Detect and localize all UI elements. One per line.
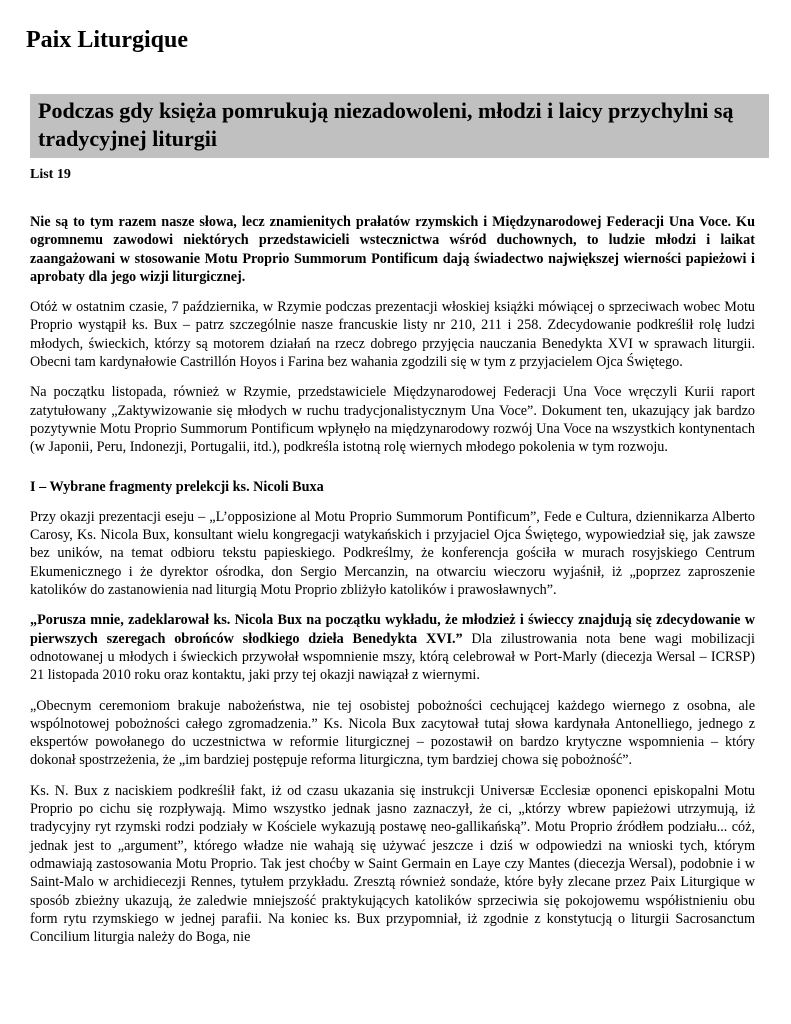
bux-quote: „Porusza mnie, zadeklarował ks. Nicola Bux na początku wykładu, że młodzież i świeccy znajdują się zdecydowanie w pierwszych szeregach obrońców słodkiego dzieła Benedykta XVI.” (30, 612, 755, 647)
body-paragraph-1: Otóż w ostatnim czasie, 7 października, w Rzymie podczas prezentacji włoskiej książki mówiącej o sprzeciwach wobec Motu Proprio wystąpił ks. Bux – patrz szczególnie nasze francuskie listy nr 210, 211 i 258. Zdecydowanie podkreślił rolę ludzi młodych, świeckich, którzy są motorem działań na rzecz dobrego przyjęcia nauczania Benedykta XVI w sprawach liturgii. Obecni tam kardynałowie Castrillón Hoyos i Farina bez wahania zgodzili się w tym z przyjacielem Ojca Świętego. (30, 299, 755, 371)
lead-paragraph: Nie są to tym razem nasze słowa, lecz znamienitych prałatów rzymskich i Międzynarodowej Federacji Una Voce. Ku ogromnemu zawodowi niektórych przedstawicieli wstecznictwa wśród duchownych, to ludzie młodzi i laikat zaangażowani w stosowanie Motu Proprio Summorum Pontificum dają świadectwo największej wierności papieżowi i aprobaty dla jego wizji liturgicznej. (30, 214, 755, 285)
article-headline: Podczas gdy księża pomrukują niezadowoleni, młodzi i laicy przychylni są tradycyjnej liturgii (38, 98, 734, 151)
body-paragraph-3: Przy okazji prezentacji eseju – „L’opposizione al Motu Proprio Summorum Pontificum”, Fede e Cultura, dziennikarza Alberto Carosy, Ks. Nicola Bux, konsultant wielu kongregacji watykańskich i przyjaciel Ojca Świętego, wypowiedział się, jak zawsze bez uników, na temat odbioru tekstu papieskiego. Podkreślmy, że konferencja gościła w murach rosyjskiego Centrum Ekumenicznego i że dyrektor ośrodka, don Sergio Mercanzin, na otwarciu wieczoru wyjaśnił, iż „poprzez zaproszenie katolików do zastanowienia nad liturgią Motu Proprio zbliżyło katolików i prawosławnych”. (30, 508, 755, 599)
body-paragraph-2: Na początku listopada, również w Rzymie, przedstawiciele Międzynarodowej Federacji Una Voce wręczyli Kurii raport zatytułowany „Zaktywizowanie się młodych w ruchu tradycjonalistycznym Una Voce”. Dokument ten, ukazujący jak bardzo pozytywnie Motu Proprio Summorum Pontificum wpłynęło na międzynarodowy rozwój Una Voce na wszystkich kontynentach (w Japonii, Peru, Indonezji, Portugalii, itd.), podkreśla istotną rolę wiernych młodego pokolenia w tym rozwoju. (30, 384, 755, 456)
article-body (30, 213, 755, 946)
body-paragraph-5: „Obecnym ceremoniom brakuje nabożeństwa, nie tej osobistej pobożności cechującej każdego wiernego z osobna, ale wspólnotowej pobożności całego zgromadzenia.” Ks. Nicola Bux zacytował tutaj słowa kardynała Antonelliego, jednego z ekspertów powołanego do uczestnictwa w reformie liturgicznej – pozostawił on bardzo krytyczne wspomnienia – który dokonał spostrzeżenia, że „im bardziej postępuje reforma liturgiczna, tym bardziej chowa się pobożność”. (30, 697, 755, 769)
list-number: List 19 (30, 167, 71, 182)
body-paragraph-4 (30, 611, 755, 684)
site-title: Paix Liturgique (26, 27, 189, 53)
section-title-1: I – Wybrane fragmenty prelekcji ks. Nicoli Buxa (30, 478, 324, 495)
body-paragraph-4-text: Dla zilustrowania nota bene wagi mobilizacji odnotowanej u młodych i świeckich przywołał wspomnienie mszy, którą celebrował w Port-Marly (diecezja Wersal – ICRSP) 21 listopada 2010 roku oraz kontaktu, jaki przy tej okazji nawiązał z wiernymi. (30, 630, 756, 684)
body-paragraph-6: Ks. N. Bux z naciskiem podkreślił fakt, iż od czasu ukazania się instrukcji Universæ Ecclesiæ oponenci episkopalni Motu Proprio po cichu się rozpływają. Mimo wszystko jednak jasno zaznaczył, że ci, „którzy wbrew papieżowi utrzymują, iż tradycyjny ryt rzymski rodzi podziały w Kościele wykazują postawę neo-gallikańską”. Motu Proprio źródłem podziału... cóż, jednak jest to „argument”, którego władze nie wahają się używać jeszcze i dziś w odpowiedzi na wnioski tych, którym odmawiają zastosowania Motu Proprio. Tak jest choćby w Saint Germain en Laye czy Mantes (diecezja Wersal), podobnie i w Saint-Malo w archidiecezji Rennes, tytułem przykładu. Zresztą również sondaże, które były zlecane przez Paix Liturgique w sposób zbieżny ukazują, że zaledwie mniejszość praktykujących katolików sprzeciwia się pokojowemu współistnieniu obu form rytu rzymskiego w jednej parafii. Na koniec ks. Bux przypomniał, iż zgodnie z konstytucją o liturgii Sacrosanctum Concilium liturgia należy do Boga, nie (30, 782, 755, 946)
headline-banner (30, 94, 769, 158)
